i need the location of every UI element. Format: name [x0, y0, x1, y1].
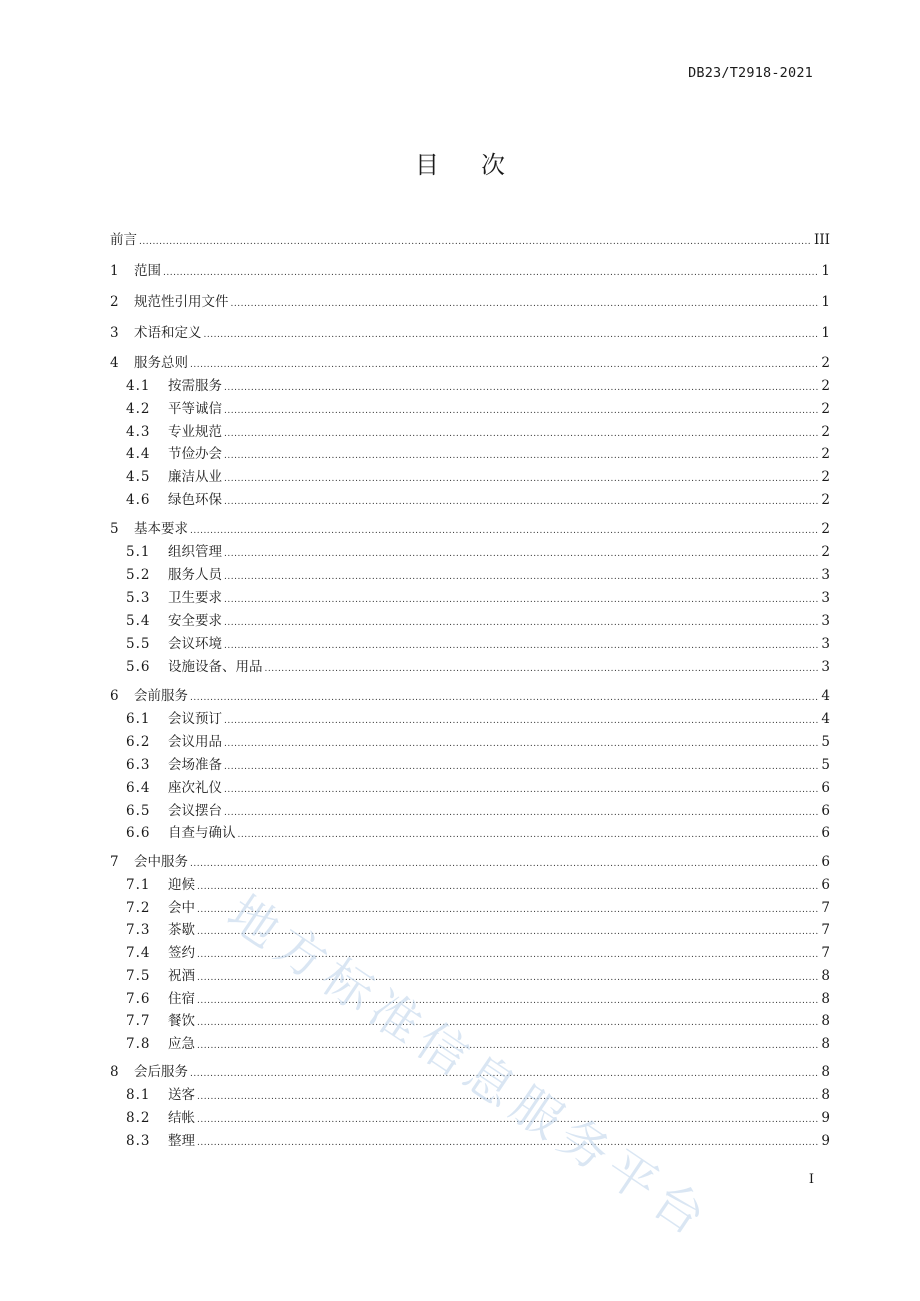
dot-leader	[197, 922, 819, 942]
toc-entry-number: 6.6	[126, 825, 151, 841]
toc-subsection-entry[interactable]	[126, 709, 830, 729]
toc-entry-title: 会中	[168, 900, 195, 916]
dot-leader	[197, 945, 819, 965]
dot-leader	[224, 446, 819, 466]
toc-entry-number: 3	[110, 325, 119, 341]
toc-entry-page-number: 3	[821, 567, 830, 583]
toc-entry-title: 会前服务	[134, 688, 188, 704]
toc-entry-page-number: 9	[821, 1110, 830, 1126]
dot-leader	[190, 521, 819, 541]
toc-entry-title: 廉洁从业	[168, 469, 222, 485]
toc-entry-title: 整理	[168, 1133, 195, 1149]
dot-leader	[190, 688, 819, 708]
toc-entry-page-number: 3	[821, 659, 830, 675]
toc-entry-number: 5.6	[126, 659, 151, 675]
toc-entry-number: 6.3	[126, 757, 151, 773]
dot-leader	[224, 492, 819, 512]
toc-entry-title: 范围	[134, 263, 161, 279]
dot-leader	[224, 590, 819, 610]
toc-entry-page-number: 3	[821, 636, 830, 652]
toc-entry-number: 7	[110, 854, 119, 870]
toc-entry-page-number: 1	[821, 294, 830, 310]
toc-entry-title: 节俭办会	[168, 446, 222, 462]
dot-leader	[197, 1133, 819, 1153]
dot-leader	[224, 757, 819, 777]
dot-leader	[139, 232, 812, 252]
toc-title-char-2: 次	[481, 151, 505, 179]
toc-entry-page-number: 2	[821, 401, 830, 417]
toc-entry-number: 7.4	[126, 945, 151, 961]
toc-entry-page-number: 3	[821, 613, 830, 629]
toc-entry-page-number: 1	[821, 325, 830, 341]
toc-entry-page-number: 7	[821, 900, 830, 916]
toc-subsection-entry[interactable]	[126, 611, 830, 631]
toc-entry-title: 组织管理	[168, 544, 222, 560]
toc-entry-title: 签约	[168, 945, 195, 961]
toc-entry-number: 7.1	[126, 877, 151, 893]
dot-leader	[231, 294, 820, 314]
toc-subsection-entry[interactable]	[126, 755, 830, 775]
toc-entry-page-number: 8	[821, 1087, 830, 1103]
toc-entry-title: 住宿	[168, 991, 195, 1007]
dot-leader	[197, 991, 819, 1011]
toc-entry-number: 8.3	[126, 1133, 151, 1149]
toc-entry-number: 5.2	[126, 567, 151, 583]
toc-entry-number: 6.5	[126, 803, 151, 819]
toc-entry-title: 平等诚信	[168, 401, 222, 417]
toc-entry-page-number: 7	[821, 922, 830, 938]
toc-entry-page-number: 2	[821, 521, 830, 537]
toc-entry-page-number: 8	[821, 1013, 830, 1029]
dot-leader	[224, 401, 819, 421]
toc-section-entry[interactable]	[110, 686, 830, 706]
dot-leader	[190, 1064, 819, 1084]
toc-entry-title: 专业规范	[168, 424, 222, 440]
toc-section-entry[interactable]	[110, 261, 830, 281]
toc-entry-page-number: 2	[821, 469, 830, 485]
toc-entry-title: 服务人员	[168, 567, 222, 583]
dot-leader	[224, 636, 819, 656]
toc-section-entry[interactable]	[110, 323, 830, 343]
toc-subsection-entry[interactable]	[126, 920, 830, 940]
toc-entry-page-number: 9	[821, 1133, 830, 1149]
toc-entry-page-number: 6	[821, 877, 830, 893]
toc-section-entry[interactable]	[110, 230, 830, 250]
dot-leader	[224, 424, 819, 444]
toc-entry-page-number: 2	[821, 446, 830, 462]
toc-entry-title: 祝酒	[168, 968, 195, 984]
toc-entry-number: 7.2	[126, 900, 151, 916]
dot-leader	[224, 711, 819, 731]
toc-entry-number: 4.2	[126, 401, 151, 417]
dot-leader	[224, 780, 819, 800]
dot-leader	[224, 803, 819, 823]
toc-entry-number: 7.5	[126, 968, 151, 984]
toc-title-char-1: 目	[415, 151, 439, 179]
dot-leader	[224, 544, 819, 564]
toc-entry-title: 术语和定义	[134, 325, 202, 341]
toc-subsection-entry[interactable]	[126, 542, 830, 562]
toc-subsection-entry[interactable]	[126, 989, 830, 1009]
toc-entry-number: 8.1	[126, 1087, 151, 1103]
toc-subsection-entry[interactable]	[126, 1085, 830, 1105]
dot-leader	[197, 877, 819, 897]
dot-leader	[224, 613, 819, 633]
toc-entry-title: 安全要求	[168, 613, 222, 629]
toc-entry-number: 6.4	[126, 780, 151, 796]
toc-entry-page-number: 4	[821, 711, 830, 727]
toc-subsection-entry[interactable]	[126, 634, 830, 654]
toc-entry-number: 4.1	[126, 378, 151, 394]
dot-leader	[197, 1087, 819, 1107]
toc-subsection-entry[interactable]	[126, 399, 830, 419]
toc-entry-number: 1	[110, 263, 119, 279]
page-number: I	[808, 1172, 814, 1187]
toc-subsection-entry[interactable]	[126, 588, 830, 608]
dot-leader	[163, 263, 819, 283]
toc-entry-number: 7.3	[126, 922, 151, 938]
toc-subsection-entry[interactable]	[126, 943, 830, 963]
toc-entry-page-number: III	[814, 232, 830, 248]
toc-subsection-entry[interactable]	[126, 467, 830, 487]
toc-entry-title: 会中服务	[134, 854, 188, 870]
toc-entry-page-number: 5	[821, 757, 830, 773]
toc-entry-number: 5.3	[126, 590, 151, 606]
toc-subsection-entry[interactable]	[126, 657, 830, 677]
dot-leader	[197, 1036, 819, 1056]
toc-entry-title: 设施设备、用品	[168, 659, 263, 675]
dot-leader	[265, 659, 820, 679]
toc-entry-number: 4.6	[126, 492, 151, 508]
toc-entry-title: 会议摆台	[168, 803, 222, 819]
toc-subsection-entry[interactable]	[126, 1011, 830, 1031]
dot-leader	[190, 854, 819, 874]
toc-entry-page-number: 2	[821, 492, 830, 508]
dot-leader	[197, 900, 819, 920]
watermark: 地方标准信息服务平台	[217, 884, 722, 1251]
toc-entry-number: 8.2	[126, 1110, 151, 1126]
toc-subsection-entry[interactable]	[126, 1034, 830, 1054]
toc-entry-number: 6	[110, 688, 119, 704]
toc-entry-title: 送客	[168, 1087, 195, 1103]
toc-entry-page-number: 3	[821, 590, 830, 606]
toc-entry-number: 5.1	[126, 544, 151, 560]
toc-entry-number: 6.2	[126, 734, 151, 750]
toc-entry-page-number: 8	[821, 991, 830, 1007]
toc-entry-number: 5	[110, 521, 119, 537]
toc-entry-title: 迎候	[168, 877, 195, 893]
toc-entry-title: 自查与确认	[168, 825, 236, 841]
dot-leader	[197, 1110, 819, 1130]
toc-section-entry[interactable]	[110, 1062, 830, 1082]
toc-entry-title: 会议用品	[168, 734, 222, 750]
toc-subsection-entry[interactable]	[126, 898, 830, 918]
toc-entry-page-number: 7	[821, 945, 830, 961]
toc-entry-title: 餐饮	[168, 1013, 195, 1029]
toc-entry-title: 卫生要求	[168, 590, 222, 606]
toc-entry-number: 7.7	[126, 1013, 151, 1029]
toc-entry-title: 结帐	[168, 1110, 195, 1126]
dot-leader	[224, 378, 819, 398]
toc-subsection-entry[interactable]	[126, 1108, 830, 1128]
toc-subsection-entry[interactable]	[126, 732, 830, 752]
toc-entry-title: 基本要求	[134, 521, 188, 537]
toc-entry-number: 6.1	[126, 711, 151, 727]
toc-entry-number: 4.3	[126, 424, 151, 440]
toc-subsection-entry[interactable]	[126, 422, 830, 442]
dot-leader	[197, 1013, 819, 1033]
toc-entry-page-number: 1	[821, 263, 830, 279]
toc-entry-number: 8	[110, 1064, 119, 1080]
toc-entry-page-number: 6	[821, 803, 830, 819]
toc-entry-title: 座次礼仪	[168, 780, 222, 796]
toc-entry-title: 绿色环保	[168, 492, 222, 508]
toc-section-entry[interactable]	[110, 292, 830, 312]
toc-entry-number: 5.5	[126, 636, 151, 652]
toc-entry-title: 会场准备	[168, 757, 222, 773]
dot-leader	[238, 825, 820, 845]
dot-leader	[197, 968, 819, 988]
toc-entry-title: 规范性引用文件	[134, 294, 229, 310]
document-code: DB23/T2918-2021	[688, 65, 813, 81]
toc-section-entry[interactable]	[110, 353, 830, 373]
toc-entry-page-number: 2	[821, 424, 830, 440]
toc-subsection-entry[interactable]	[126, 823, 830, 843]
toc-entry-page-number: 2	[821, 355, 830, 371]
toc-section-entry[interactable]	[110, 519, 830, 539]
toc-entry-page-number: 2	[821, 544, 830, 560]
toc-entry-number: 2	[110, 294, 119, 310]
toc-entry-title: 茶歇	[168, 922, 195, 938]
toc-subsection-entry[interactable]	[126, 801, 830, 821]
toc-entry-number: 4	[110, 355, 119, 371]
toc-subsection-entry[interactable]	[126, 376, 830, 396]
toc-entry-page-number: 6	[821, 825, 830, 841]
toc-entry-number: 4.5	[126, 469, 151, 485]
toc-section-entry[interactable]	[110, 852, 830, 872]
toc-entry-title: 会后服务	[134, 1064, 188, 1080]
dot-leader	[190, 355, 819, 375]
toc-entry-title: 会议环境	[168, 636, 222, 652]
toc-subsection-entry[interactable]	[126, 875, 830, 895]
dot-leader	[204, 325, 820, 345]
toc-subsection-entry[interactable]	[126, 490, 830, 510]
toc-entry-number: 5.4	[126, 613, 151, 629]
toc-entry-number: 7.6	[126, 991, 151, 1007]
toc-subsection-entry[interactable]	[126, 444, 830, 464]
dot-leader	[224, 567, 819, 587]
toc-entry-title: 前言	[110, 232, 137, 248]
toc-entry-title: 应急	[168, 1036, 195, 1052]
toc-title	[0, 145, 920, 180]
dot-leader	[224, 734, 819, 754]
toc-subsection-entry[interactable]	[126, 565, 830, 585]
toc-entry-page-number: 6	[821, 854, 830, 870]
toc-subsection-entry[interactable]	[126, 778, 830, 798]
toc-entry-number: 7.8	[126, 1036, 151, 1052]
dot-leader	[224, 469, 819, 489]
toc-entry-page-number: 8	[821, 1064, 830, 1080]
toc-entry-page-number: 8	[821, 968, 830, 984]
toc-subsection-entry[interactable]	[126, 1131, 830, 1151]
toc-entry-page-number: 4	[821, 688, 830, 704]
toc-entry-page-number: 5	[821, 734, 830, 750]
toc-entry-page-number: 6	[821, 780, 830, 796]
toc-entry-title: 按需服务	[168, 378, 222, 394]
toc-entry-page-number: 2	[821, 378, 830, 394]
toc-subsection-entry[interactable]	[126, 966, 830, 986]
toc-entry-title: 会议预订	[168, 711, 222, 727]
toc-entry-title: 服务总则	[134, 355, 188, 371]
toc-entry-number: 4.4	[126, 446, 151, 462]
toc-entry-page-number: 8	[821, 1036, 830, 1052]
